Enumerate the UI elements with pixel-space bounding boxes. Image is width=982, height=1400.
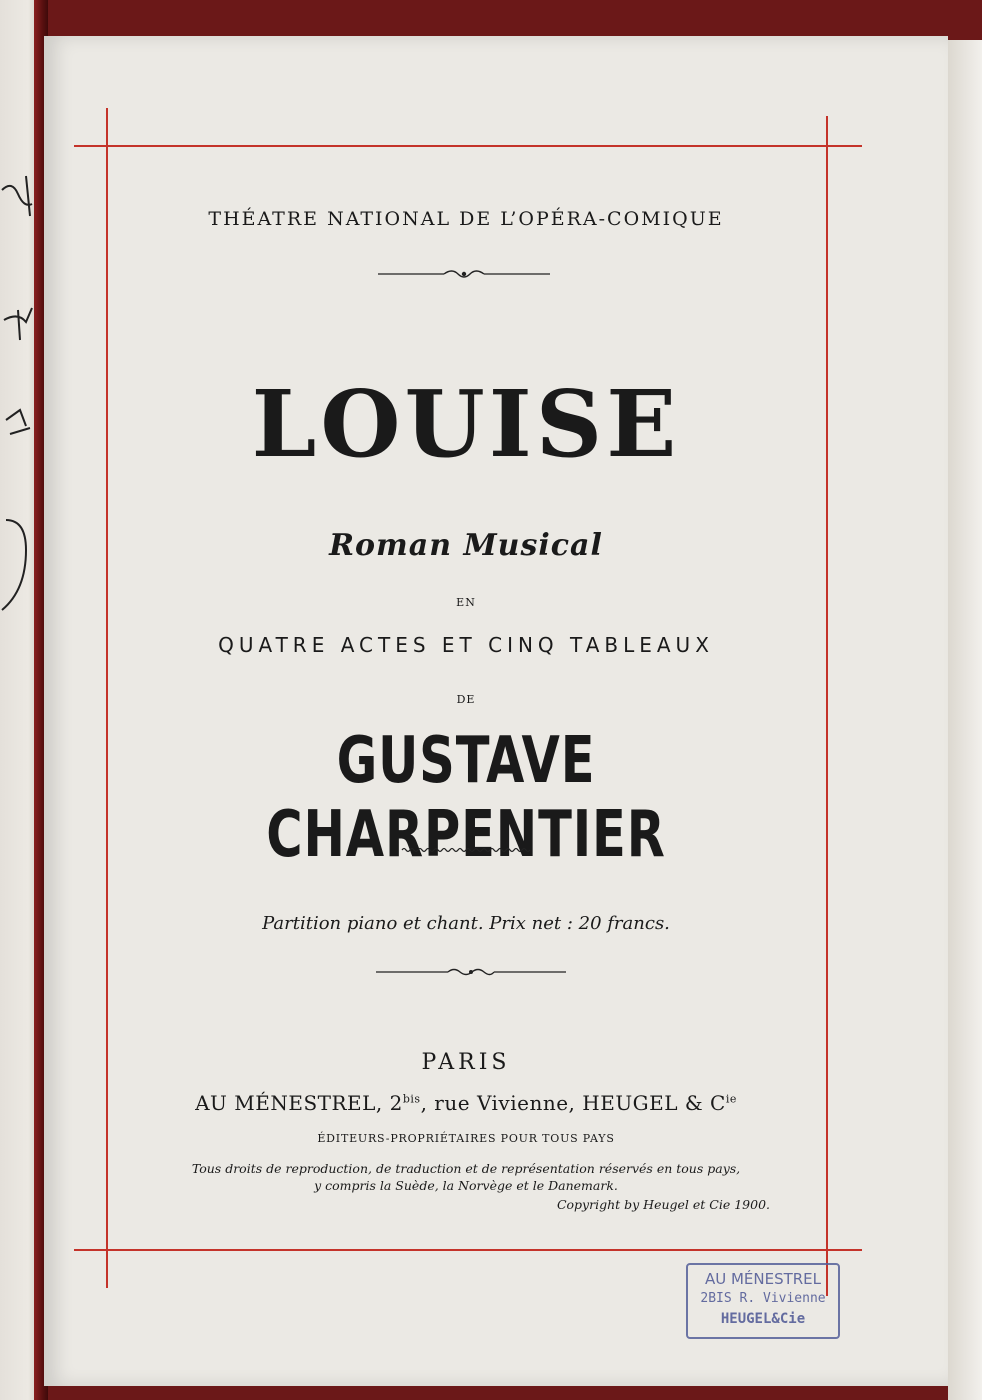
- title: LOUISE: [251, 370, 681, 478]
- stamp-line-2: 2BIS R. Vivienne: [700, 1291, 826, 1306]
- rights-line-1: Tous droits de reproduction, de traduction et de représentation réservés en tous pays,: [191, 1161, 741, 1176]
- wavy-divider: [400, 845, 532, 855]
- border-rule-right: [826, 116, 828, 1296]
- publisher-mid: , rue Vivienne, HEUGEL & C: [420, 1091, 726, 1115]
- ornament-divider-bottom: [374, 965, 568, 979]
- copyright: Copyright by Heugel et Cie 1900.: [556, 1197, 770, 1212]
- border-rule-top: [74, 145, 862, 147]
- ornament-divider-top: [376, 266, 552, 282]
- publisher-pre: AU MÉNESTREL, 2: [195, 1091, 403, 1115]
- border-rule-bottom: [74, 1249, 862, 1251]
- publisher-line: [106, 1091, 826, 1115]
- publisher-bis: bis: [402, 1092, 421, 1106]
- acts-line: QUATRE ACTES ET CINQ TABLEAUX: [218, 633, 714, 657]
- publisher-stamp: [686, 1263, 840, 1339]
- connector-de: DE: [456, 693, 476, 706]
- subtitle: Roman Musical: [329, 528, 603, 563]
- stamp-line-1: AU MÉNESTREL: [704, 1270, 822, 1288]
- rights-notice: [106, 1160, 826, 1194]
- composer-name: GUSTAVE CHARPENTIER: [266, 724, 666, 872]
- connector-en: EN: [456, 596, 476, 609]
- city: PARIS: [421, 1050, 511, 1075]
- rights-line-2: y compris la Suède, la Norvège et le Danemark.: [314, 1178, 618, 1193]
- page-edges: [948, 40, 982, 1400]
- publisher-ie: ie: [725, 1092, 737, 1106]
- editors-line: ÉDITEURS-PROPRIÉTAIRES POUR TOUS PAYS: [317, 1132, 615, 1145]
- stamp-line-3: HEUGEL&Cie: [720, 1311, 806, 1327]
- theatre-heading: THÉATRE NATIONAL DE L’OPÉRA-COMIQUE: [208, 208, 724, 230]
- score-price: Partition piano et chant. Prix net : 20 francs.: [262, 913, 670, 934]
